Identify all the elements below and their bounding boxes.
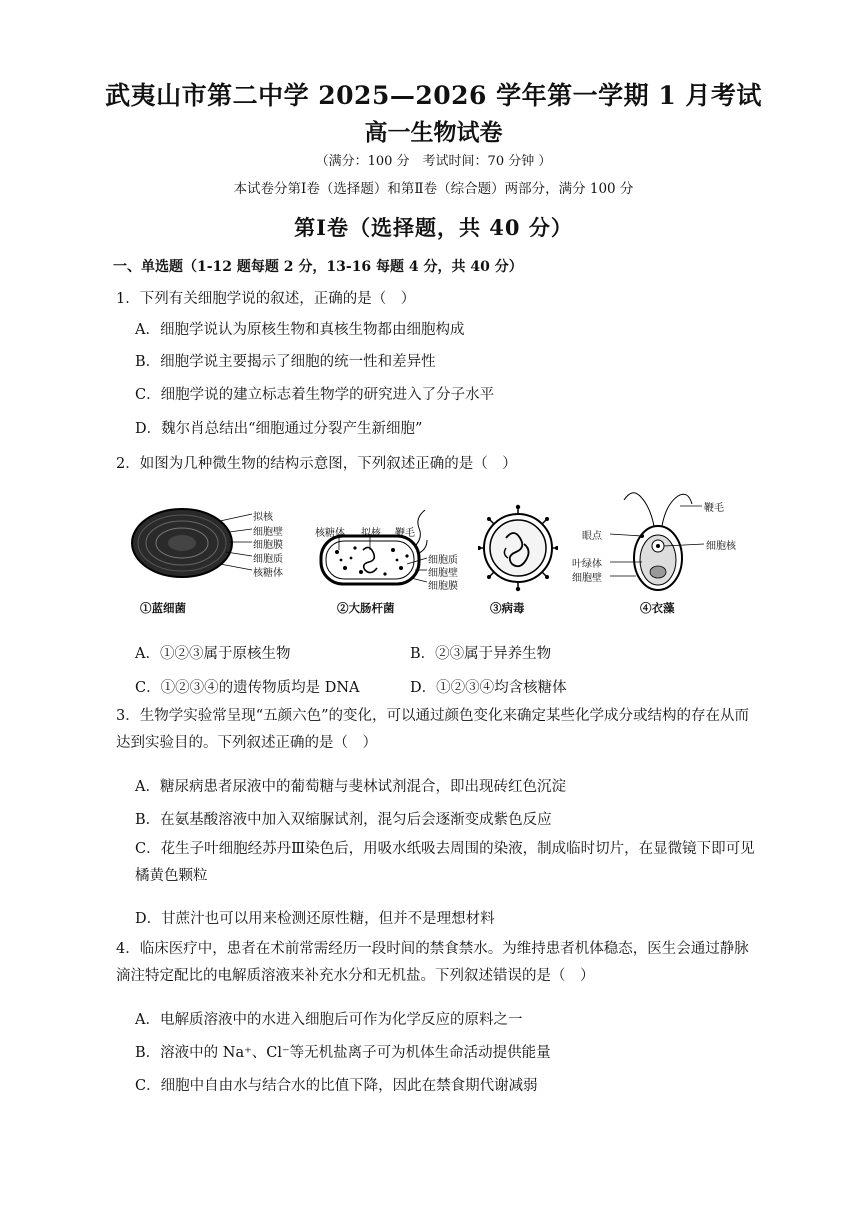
paper-title: 高一生物试卷 [364, 119, 503, 146]
fig4-label-cell-wall: 细胞壁 [572, 573, 602, 584]
fig2-label-cytoplasm: 细胞质 [428, 555, 458, 566]
fig1-label-cytoplasm: 细胞质 [253, 554, 283, 565]
fig2-caption: ②大肠杆菌 [337, 601, 395, 615]
fig4-label-nucleus: 细胞核 [706, 541, 736, 552]
q3-option-b: B．在氨基酸溶液中加入双缩脲试剂，混匀后会逐渐变成紫色反应 [135, 812, 552, 828]
fig4-label-eyespot: 眼点 [582, 531, 602, 542]
q3-stem: 3．生物学实验常呈现“五颜六色”的变化，可以通过颜色变化来确定某些化学成分或结构的存在从而达到实验目的。下列叙述正确的是（ ） [116, 708, 750, 751]
fig2-label-cell-membrane: 细胞膜 [428, 581, 458, 592]
q4-option-a: A．电解质溶液中的水进入细胞后可作为化学反应的原料之一 [135, 1012, 523, 1028]
q2-stem: 2．如图为几种微生物的结构示意图，下列叙述正确的是（ ） [116, 456, 517, 472]
q4-option-c: C．细胞中自由水与结合水的比值下降，因此在禁食期代谢减弱 [135, 1078, 538, 1094]
q2-option-b: B．②③属于异养生物 [410, 646, 552, 662]
fig4-caption: ④衣藻 [640, 601, 675, 615]
microbe-figure [130, 488, 750, 616]
fig1-label-cell-wall: 细胞壁 [253, 527, 283, 538]
cyanobacterium-figure [130, 488, 283, 616]
q4-stem: 4．临床医疗中，患者在术前常需经历一段时间的禁食禁水。为维持患者机体稳态，医生会通过静脉滴注特定配比的电解质溶液来补充水分和无机盐。下列叙述错误的是（ ） [116, 941, 749, 984]
exam-meta: （满分：100 分 考试时间：70 分钟 ） [315, 154, 552, 169]
fig1-label-nucleoid: 拟核 [253, 512, 273, 523]
fig1-label-ribosome: 核糖体 [253, 568, 283, 579]
q3-option-c: C．花生子叶细胞经苏丹Ⅲ染色后，用吸水纸吸去周围的染液，制成临时切片，在显微镜下即可见橘黄色颗粒 [135, 841, 755, 884]
ecoli-figure [315, 488, 465, 616]
part1-heading: 第Ⅰ卷（选择题，共 40 分） [294, 215, 573, 240]
fig1-label-cell-membrane: 细胞膜 [253, 540, 283, 551]
virus-drawing [478, 488, 558, 596]
fig4-label-chloroplast: 叶绿体 [572, 559, 602, 570]
fig2-label-cell-wall: 细胞壁 [428, 568, 458, 579]
q2-option-a: A．①②③属于原核生物 [135, 646, 291, 662]
chlamydomonas-figure [572, 488, 750, 616]
fig4-label-flagellum: 鞭毛 [704, 503, 724, 514]
q1-option-c: C．细胞学说的建立标志着生物学的研究进入了分子水平 [135, 387, 495, 403]
fig3-caption: ③病毒 [490, 601, 525, 615]
q1-option-a: A．细胞学说认为原核生物和真核生物都由细胞构成 [135, 322, 465, 338]
fig2-label-nucleoid: 拟核 [361, 528, 381, 539]
school-title: 武夷山市第二中学 2025—2026 学年第一学期 1 月考试 [105, 81, 762, 110]
fig2-label-ribosome: 核糖体 [315, 528, 345, 539]
q3-option-d: D．甘蔗汁也可以用来检测还原性糖，但并不是理想材料 [135, 911, 495, 927]
q2-option-d: D．①②③④均含核糖体 [410, 680, 567, 696]
q1-option-b: B．细胞学说主要揭示了细胞的统一性和差异性 [135, 354, 436, 370]
q1-option-d: D．魏尔肖总结出“细胞通过分裂产生新细胞” [135, 421, 423, 437]
section1-heading: 一、单选题（1-12 题每题 2 分，13-16 每题 4 分，共 40 分） [113, 259, 523, 275]
paper-intro: 本试卷分第Ⅰ卷（选择题）和第Ⅱ卷（综合题）两部分，满分 100 分 [233, 181, 634, 197]
fig2-label-flagellum: 鞭毛 [395, 528, 415, 539]
q4-option-b: B．溶液中的 Na⁺、Cl⁻等无机盐离子可为机体生命活动提供能量 [135, 1045, 551, 1061]
q3-option-a: A．糖尿病患者尿液中的葡萄糖与斐林试剂混合，即出现砖红色沉淀 [135, 779, 566, 795]
virus-figure [478, 488, 558, 616]
q1-stem: 1．下列有关细胞学说的叙述，正确的是（ ） [116, 291, 416, 307]
fig1-caption: ①蓝细菌 [140, 601, 186, 615]
q2-option-c: C．①②③④的遗传物质均是 DNA [135, 680, 360, 696]
